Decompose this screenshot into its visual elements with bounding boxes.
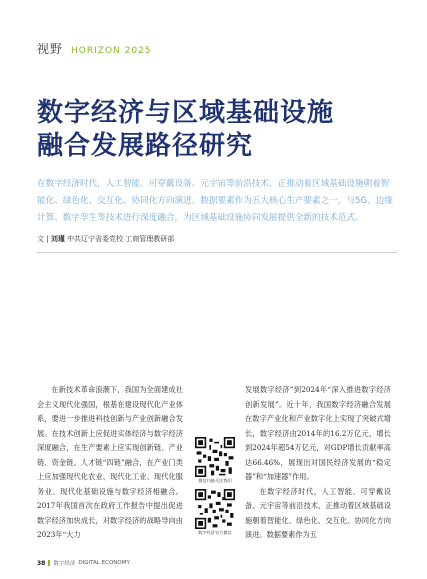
- qr-code-icon: [195, 437, 235, 477]
- divider: [37, 252, 397, 253]
- page-footer: [37, 559, 130, 567]
- body-column-left: [37, 383, 183, 543]
- author-affiliation: 中共辽宁省委党校 工商管理教研部: [67, 235, 175, 243]
- article-abstract: 在数字经济时代，人工智能、可穿戴设备、元宇宙等前沿技术，正推动着区域基础设施朝着智能化、绿色化、交互化、协同化方向演进。数据要素作为五大核心生产要素之一，与5G、边缘计算、数字孪生等技术进行深度融合，为区域基础设施协同发展提供全新的技术范式。: [37, 179, 393, 223]
- body-paragraph: 发展数字经济”到2024年“深入推进数字经济创新发展”。近十年，我国数字经济融合发展在数字产业化和产业数字化上实现了突破式增长，数字经济由2014年的16.2万亿元，增长到2024年超54万亿元，对GDP增长贡献率高达66.46%，展现出对国民经济发展的“稳定器”和“加速器”作用。: [245, 385, 391, 481]
- accent-bar: [48, 560, 50, 566]
- title-line-2: 融合发展路径研究: [37, 131, 254, 161]
- magazine-name-en: DIGITAL ECONOMY: [78, 560, 130, 566]
- body-paragraph: 在新技术革命浪潮下，我国为全面建成社会主义现代化强国，根基在建设现代化产业体系，要进一步推进科技创新与产业创新融合发展。在技术创新上应促进实体经济与数字经济深度融合，在生产要素上应实现创新链、产业链、资金链、人才链“四链”融合，在产业门类上应加强现代化农业、现代化工业、现代化服务业、现代化基础设施与数字经济相融合。2017年我国首次在政府工作报告中提出促进数字经济加快成长，对数字经济的战略导向由2023年“大力: [37, 385, 183, 539]
- author-name: 刘瑾: [50, 235, 65, 243]
- qr-caption: 微信扫描关注我们: [198, 478, 232, 483]
- qr-code-official-account[interactable]: [192, 489, 238, 536]
- section-label: 视野: [37, 42, 64, 56]
- magazine-name: 数字经济: [53, 561, 76, 567]
- article-title: [37, 97, 397, 163]
- body-column-right: [245, 383, 391, 543]
- body-paragraph: 在数字经济时代，人工智能、可穿戴设备、元宇宙等前沿技术，正推动着区域基础设施朝着智能化、绿色化、交互化、协同化方向演进。数据要素作为五: [245, 486, 391, 539]
- qr-code-icon: [195, 489, 235, 529]
- title-line-1: 数字经济与区域基础设施: [37, 98, 335, 128]
- byline: [37, 234, 174, 244]
- page-number: 38: [37, 559, 46, 567]
- section-header: [37, 40, 152, 57]
- byline-prefix: 文 |: [37, 235, 49, 243]
- qr-code-wechat-follow[interactable]: [192, 437, 238, 484]
- qr-caption: 数字经济官方微信: [198, 530, 232, 535]
- section-label-en: HORIZON 2025: [71, 46, 152, 56]
